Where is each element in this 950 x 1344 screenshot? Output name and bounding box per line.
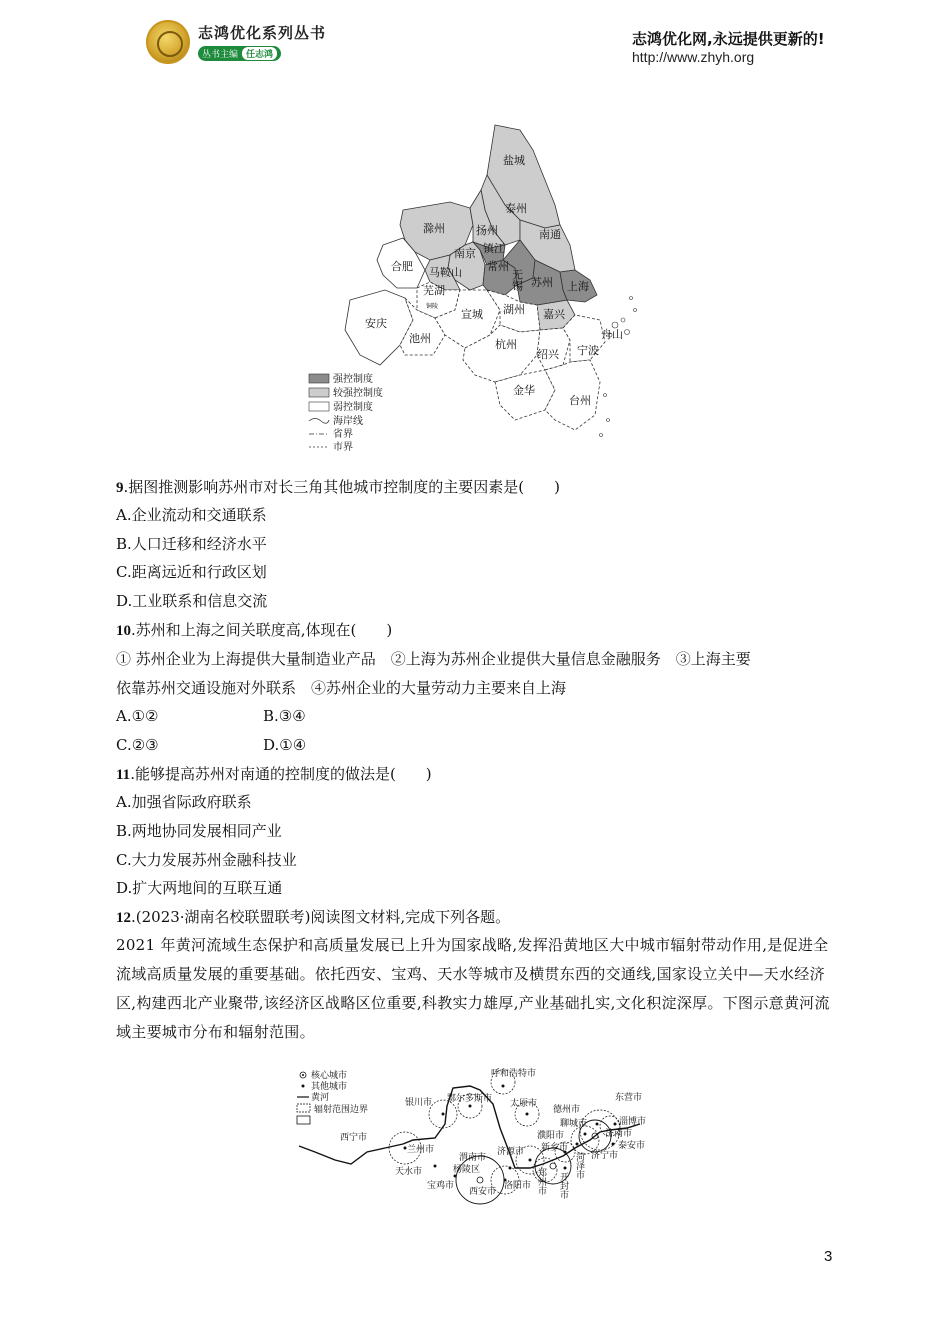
label-hangzhou: 杭州 [495, 338, 517, 351]
label-changzhou: 常州 [487, 260, 509, 273]
city-dezhou: 德州市 [553, 1105, 581, 1115]
q10-statements-line2: 依靠苏州交通设施对外联系 ④苏州企业的大量劳动力主要来自上海 [116, 679, 567, 697]
map1-legend [309, 372, 383, 453]
editor-name: 任志鸿 [242, 47, 277, 60]
q11-option-c[interactable]: C.大力发展苏州金融科技业 [116, 851, 297, 869]
label-jiaxing: 嘉兴 [543, 308, 565, 321]
q9-option-d[interactable]: D.工业联系和信息交流 [116, 592, 268, 610]
label-jinhua: 金华 [513, 384, 535, 397]
label-zhenjiang: 镇江 [483, 242, 505, 255]
radiation-ranges [389, 1070, 620, 1194]
editor-tag [198, 46, 281, 61]
city-zhengzhou: 郑州市 [536, 1168, 546, 1195]
label-ningbo: 宁波 [577, 344, 599, 357]
editor-label: 丛书主编 [202, 50, 239, 60]
city-zibo: 淄博市 [619, 1117, 647, 1127]
series-title: 志鸿优化系列丛书 [198, 24, 327, 42]
city-xinxiang: 新乡市 [541, 1143, 569, 1153]
label-anqing: 安庆 [365, 317, 387, 330]
header-slogan: 志鸿优化网,永远提供更新的! [632, 30, 825, 48]
yellow-river-map [295, 1068, 665, 1213]
q11-option-b[interactable]: B.两地协同发展相同产业 [116, 822, 282, 840]
question-11-number: 11 [116, 767, 131, 783]
question-9 [116, 477, 560, 498]
label-nantong: 南通 [539, 228, 561, 241]
city-dongying: 东营市 [615, 1093, 643, 1103]
city-yinchuan: 银川市 [405, 1098, 433, 1108]
city-taiyuan: 太原市 [510, 1099, 538, 1109]
q10-option-a[interactable]: A.①② [116, 707, 159, 725]
city-jinan: 济南市 [605, 1129, 633, 1139]
label-suzhou: 苏州 [531, 276, 553, 289]
header-url[interactable]: http://www.zhyh.org [632, 49, 755, 65]
city-kaifeng: 开封市 [558, 1172, 568, 1199]
q10-statements-line1: ① 苏州企业为上海提供大量制造业产品 ②上海为苏州企业提供大量信息金融服务 ③上海主要 [116, 650, 751, 668]
city-xining: 西宁市 [340, 1133, 368, 1143]
label-taizhou-js: 泰州 [505, 202, 527, 215]
q9-option-a[interactable]: A.企业流动和交通联系 [116, 506, 267, 524]
question-12 [116, 907, 510, 928]
label-wuxi: 无锡 [510, 269, 524, 291]
q11-option-d[interactable]: D.扩大两地间的互联互通 [116, 879, 283, 897]
page-number: 3 [824, 1248, 833, 1265]
q9-option-b[interactable]: B.人口迁移和经济水平 [116, 535, 267, 553]
q10-option-b[interactable]: B.③④ [263, 707, 306, 725]
city-hohhot: 呼和浩特市 [491, 1069, 537, 1079]
city-lanzhou: 兰州市 [407, 1145, 435, 1155]
q11-option-a[interactable]: A.加强省际政府联系 [116, 793, 252, 811]
label-maanshan: 马鞍山 [429, 266, 462, 279]
page-header [0, 0, 950, 80]
label-yangzhou: 扬州 [476, 224, 498, 237]
q10-option-c[interactable]: C.②③ [116, 736, 159, 754]
question-10-number: 10 [116, 623, 131, 639]
label-zhoushan: 舟山 [601, 328, 623, 341]
question-9-number: 9 [116, 480, 124, 496]
label-huzhou: 湖州 [503, 303, 525, 316]
legend-city: 市界 [333, 442, 353, 453]
city-liaocheng: 聊城市 [560, 1119, 588, 1129]
legend-core-city: 核心城市 [311, 1071, 348, 1081]
legend-river: 黄河 [311, 1093, 330, 1103]
label-tongling: 铜陵 [426, 303, 439, 310]
legend-radiation: 辐射范围边界 [314, 1105, 369, 1115]
city-heze: 菏泽市 [574, 1152, 584, 1179]
city-puyang: 濮阳市 [537, 1131, 565, 1141]
label-shanghai: 上海 [567, 280, 589, 293]
label-shaoxing: 绍兴 [537, 348, 559, 361]
q12-material: 2021 年黄河流域生态保护和高质量发展已上升为国家战略,发挥沿黄地区大中城市辐射带动作用,是促进全流域高质量发展的重要基础。依托西安、宝鸡、天水等城市及横贯东西的交通线,国家设立关中—天水经济区,构建西北产业聚带,该经济区战略区位重要,科教实力雄厚,产业基础扎实,文化积淀深厚。下图示意黄河流域主要城市分布和辐射范围。 [116, 936, 830, 1041]
q10-option-d[interactable]: D.①④ [263, 736, 307, 754]
yangtze-delta-map [305, 120, 645, 455]
city-tianshui: 天水市 [395, 1167, 423, 1177]
label-yancheng: 盐城 [503, 154, 525, 167]
zhoushan-islands [600, 297, 637, 437]
legend-medium: 较强控制度 [333, 388, 383, 399]
question-12-stem: .(2023·湖南名校联盟联考)阅读图文材料,完成下列各题。 [131, 908, 511, 926]
label-chizhou: 池州 [409, 332, 431, 345]
question-12-number: 12 [116, 910, 131, 926]
label-taizhou-zj: 台州 [569, 394, 591, 407]
city-yangling: 杨陵区 [453, 1165, 481, 1175]
question-10 [116, 620, 392, 641]
legend-other-city: 其他城市 [311, 1082, 348, 1092]
label-chuzhou: 滁州 [423, 222, 445, 235]
question-11 [116, 764, 432, 785]
city-luoyang: 洛阳市 [504, 1181, 532, 1191]
city-taian: 泰安市 [618, 1141, 646, 1151]
brand-logo [146, 20, 190, 64]
q9-option-c[interactable]: C.距离远近和行政区划 [116, 563, 267, 581]
legend-coast: 海岸线 [333, 416, 363, 427]
city-jiyuan: 济源市 [497, 1147, 525, 1157]
map2-legend [297, 1069, 368, 1124]
label-xuancheng: 宣城 [461, 308, 483, 321]
question-10-stem: .苏州和上海之间关联度高,体现在( ) [131, 621, 393, 639]
city-weinan: 渭南市 [459, 1153, 487, 1163]
legend-province: 省界 [333, 429, 353, 440]
question-9-stem: .据图推测影响苏州市对长三角其他城市控制度的主要因素是( ) [123, 478, 560, 496]
label-hefei: 合肥 [391, 260, 413, 273]
city-jining: 济宁市 [591, 1151, 619, 1161]
legend-weak: 弱控制度 [333, 402, 373, 413]
label-nanjing: 南京 [454, 247, 476, 260]
legend-strong: 强控制度 [333, 374, 373, 385]
city-baoji: 宝鸡市 [427, 1181, 455, 1191]
city-xian: 西安市 [469, 1187, 497, 1197]
city-ordos: 鄂尔多斯市 [447, 1094, 493, 1104]
label-wuhu: 芜湖 [423, 284, 445, 297]
question-11-stem: .能够提高苏州对南通的控制度的做法是( ) [130, 765, 432, 783]
